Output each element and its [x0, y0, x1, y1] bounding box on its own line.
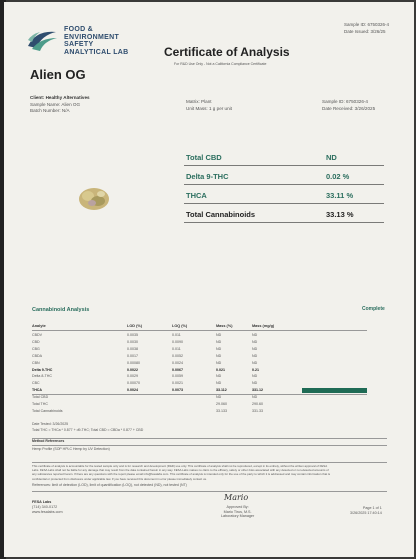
table-cell-analyte: Delta 9-THC: [32, 367, 53, 372]
header-sample-id: Sample ID: 6750326-4: [344, 22, 390, 27]
table-cell-mass: ND: [216, 395, 222, 400]
table-cell-analyte: THCA: [32, 388, 42, 393]
column-header: LOQ (%): [172, 324, 188, 328]
table-cell-mass: 0.021: [216, 367, 225, 372]
table-cell-mass: 33.133: [216, 408, 227, 413]
table-cell-loq: 0.0024: [172, 360, 183, 365]
lab-contact: [32, 500, 63, 514]
table-cell-mass: ND: [216, 346, 222, 351]
table-cell-lod: 0.00080: [127, 360, 140, 365]
column-header: Mass (%): [216, 324, 233, 328]
sample-info: [322, 99, 375, 112]
header-date-issued: Date Issued: 3/26/25: [344, 29, 386, 34]
table-row: [32, 408, 392, 414]
table-row: [32, 367, 392, 373]
column-header: Analyte: [32, 324, 46, 328]
summary-label: THCA: [186, 191, 207, 200]
table-cell-analyte: CBC: [32, 381, 40, 386]
table-cell-lod: 0.00070: [127, 381, 140, 386]
table-row: [32, 387, 392, 393]
table-divider: [32, 330, 367, 331]
table-cell-loq: 0.0059: [172, 374, 183, 379]
certificate-subtitle: For R&D Use Only - Not a California Compliance Certificate: [174, 62, 267, 66]
table-row: [32, 380, 392, 386]
summary-label: Delta 9-THC: [186, 172, 229, 181]
matrix: Matrix: Plant: [186, 99, 212, 104]
analysis-status: Complete: [362, 306, 385, 312]
table-cell-analyte: Total THC: [32, 402, 48, 406]
lab-logo-icon: [26, 26, 58, 52]
certificate-title: Certificate of Analysis: [164, 45, 290, 59]
table-cell-mg: ND: [252, 381, 258, 386]
summary-row: [184, 204, 384, 223]
table-cell-mass: ND: [216, 374, 222, 379]
table-cell-mg: ND: [252, 360, 258, 365]
table-cell-analyte: CBG: [32, 346, 40, 351]
table-cell-mass: ND: [216, 353, 222, 358]
analysis-title: Cannabinoid Analysis: [32, 307, 90, 313]
lab-contact-phone: (714) 340-0172: [32, 504, 58, 509]
table-cell-mg: 0.21: [252, 367, 259, 372]
table-cell-mg: ND: [252, 395, 258, 400]
certificate-sheet: [4, 2, 414, 557]
table-row: [32, 353, 392, 359]
table-row: [32, 360, 392, 366]
table-cell-mass: ND: [216, 339, 222, 344]
approver-title: Laboratory Manager: [221, 514, 255, 519]
table-cell-mass: 29.060: [216, 402, 227, 406]
column-header: LOD (%): [127, 324, 142, 328]
table-cell-loq: 0.0067: [172, 367, 183, 372]
table-cell-mass: ND: [216, 333, 222, 337]
table-cell-mass: ND: [216, 360, 222, 365]
matrix-info: [186, 99, 232, 112]
disclaimer-line: Labs. FESA Labs shall not be liable for any damage that may result from the data contained herein in any way. FESA Labs makes no claim to the efficacy, safety or other risks associated with any detected or non-detected amounts of: [32, 468, 329, 473]
client-info: [30, 95, 90, 115]
page-number: Page 1 of 1: [362, 506, 382, 510]
unit-mass: Unit Mass: 1 g per unit: [186, 105, 232, 111]
references-note: References: limit of detection (LOD), limit of quantification (LOQ), not detected (ND), not tested (NT): [32, 483, 187, 487]
table-cell-lod: 0.0029: [127, 374, 138, 379]
section-divider: [32, 491, 387, 492]
summary-value: 33.11 %: [326, 191, 354, 200]
table-cell-loq: 0.0052: [172, 353, 183, 358]
table-row: [32, 373, 392, 379]
table-cell-analyte: CBDA: [32, 353, 42, 358]
table-cell-loq: 0.0073: [172, 388, 183, 393]
table-cell-lod: 0.0030: [127, 339, 138, 344]
approval-block: [221, 505, 254, 519]
section-divider: [32, 445, 387, 446]
disclaimer-line: confidential or protected from disclosure under applicable law. If you have received this document in error please immediately contact us.: [32, 476, 207, 481]
signature: Mario: [224, 493, 249, 502]
table-cell-mass: 33.112: [216, 388, 227, 393]
disclaimer: [32, 464, 330, 481]
client-name: Client: Healthy Alternatives: [30, 95, 90, 100]
table-cell-mg: 290.60: [252, 402, 263, 406]
table-cell-mg: ND: [252, 333, 258, 337]
disclaimer-line: any substances reported herein. If there are any questions with the report please email info@fesalabs.com. This certificate of analysis is intended only for the use of the party to which it is addressed and may contain information that is: [32, 472, 331, 477]
thca-bar: [302, 388, 367, 393]
approval-label: Approved By:: [226, 505, 249, 509]
summary-label: Total Cannabinoids: [186, 210, 256, 219]
method-text: Hemp Profile (SOP HPLC Hemp by UV Detection): [32, 447, 110, 451]
table-cell-mg: ND: [252, 339, 258, 344]
potency-summary: [184, 147, 384, 223]
table-cell-lod: 0.0035: [127, 333, 138, 337]
summary-value: 0.02 %: [326, 172, 350, 181]
table-row: [32, 401, 392, 407]
summary-row: [184, 166, 384, 185]
approver-name: Mario Tirus, M.S.: [223, 509, 252, 514]
sample-name: Sample Name: Alien OG: [30, 101, 81, 107]
table-cell-mass: ND: [216, 381, 222, 386]
section-divider: [32, 438, 387, 439]
table-cell-loq: 0.0021: [172, 381, 183, 386]
lab-name-line: ENVIRONMENT: [64, 33, 120, 41]
section-divider: [32, 462, 387, 463]
header-sample-info: [344, 21, 389, 35]
print-timestamp: 3/26/2025 17:40:14: [350, 510, 382, 515]
summary-row: [184, 147, 384, 166]
lab-name-line: FOOD &: [64, 26, 94, 33]
sample-id: Sample ID: 6750326-4: [322, 99, 368, 104]
table-cell-mg: ND: [252, 346, 258, 351]
table-cell-analyte: Total Cannabinoids: [32, 408, 63, 413]
column-header: Mass (mg/g): [252, 324, 275, 328]
table-cell-mg: 331.33: [252, 408, 263, 413]
lab-name: [64, 26, 128, 56]
table-cell-loq: 0.011: [172, 346, 181, 351]
table-cell-lod: 0.0022: [127, 367, 138, 372]
table-cell-lod: 0.0024: [127, 388, 138, 393]
table-row: [32, 346, 392, 352]
table-cell-mg: ND: [252, 353, 258, 358]
summary-row: [184, 185, 384, 204]
date-received: Date Received: 3/26/2025: [322, 105, 376, 111]
lab-name-line: ANALYTICAL LAB: [64, 48, 129, 56]
lab-contact-website[interactable]: www.fesalabs.com: [32, 509, 63, 514]
method-title: Method References: [32, 439, 65, 443]
table-cell-analyte: CBN: [32, 360, 40, 365]
table-cell-loq: 0.011: [172, 333, 181, 337]
table-row: [32, 394, 392, 400]
table-row: [32, 332, 392, 338]
batch-number: Batch Number: N/A: [30, 108, 70, 113]
total-formula: Total THC = THCa * 0.877 + d9-THC; Total CBD = CBDa * 0.877 + CBD: [32, 428, 144, 432]
table-cell-mg: ND: [252, 374, 258, 379]
table-cell-loq: 0.0090: [172, 339, 183, 344]
table-cell-mg: 331.12: [252, 388, 263, 393]
table-cell-analyte: CBDV: [32, 333, 42, 337]
page-info: [350, 506, 382, 516]
table-cell-analyte: Delta 8-THC: [32, 374, 52, 379]
disclaimer-line: This certificate of analysis is accountable for the tested sample only and is for research and development (R&D) use only. This certificate of analysis shall not be reproduced, except in its entirety, without the written approval of FESA: [32, 464, 328, 468]
table-cell-lod: 0.0038: [127, 346, 138, 351]
summary-value: ND: [326, 153, 337, 162]
sample-photo: [76, 184, 112, 214]
summary-label: Total CBD: [186, 153, 222, 162]
table-cell-lod: 0.0017: [127, 353, 138, 358]
date-tested: Date Tested: 3/26/2025: [32, 422, 69, 426]
table-cell-analyte: CBD: [32, 339, 40, 344]
summary-value: 33.13 %: [326, 210, 354, 219]
table-row: [32, 339, 392, 345]
lab-contact-name: FESA Labs: [32, 500, 52, 504]
lab-name-line: SAFETY: [64, 41, 94, 49]
table-cell-analyte: Total CBD: [32, 395, 49, 400]
product-name: Alien OG: [30, 67, 86, 82]
